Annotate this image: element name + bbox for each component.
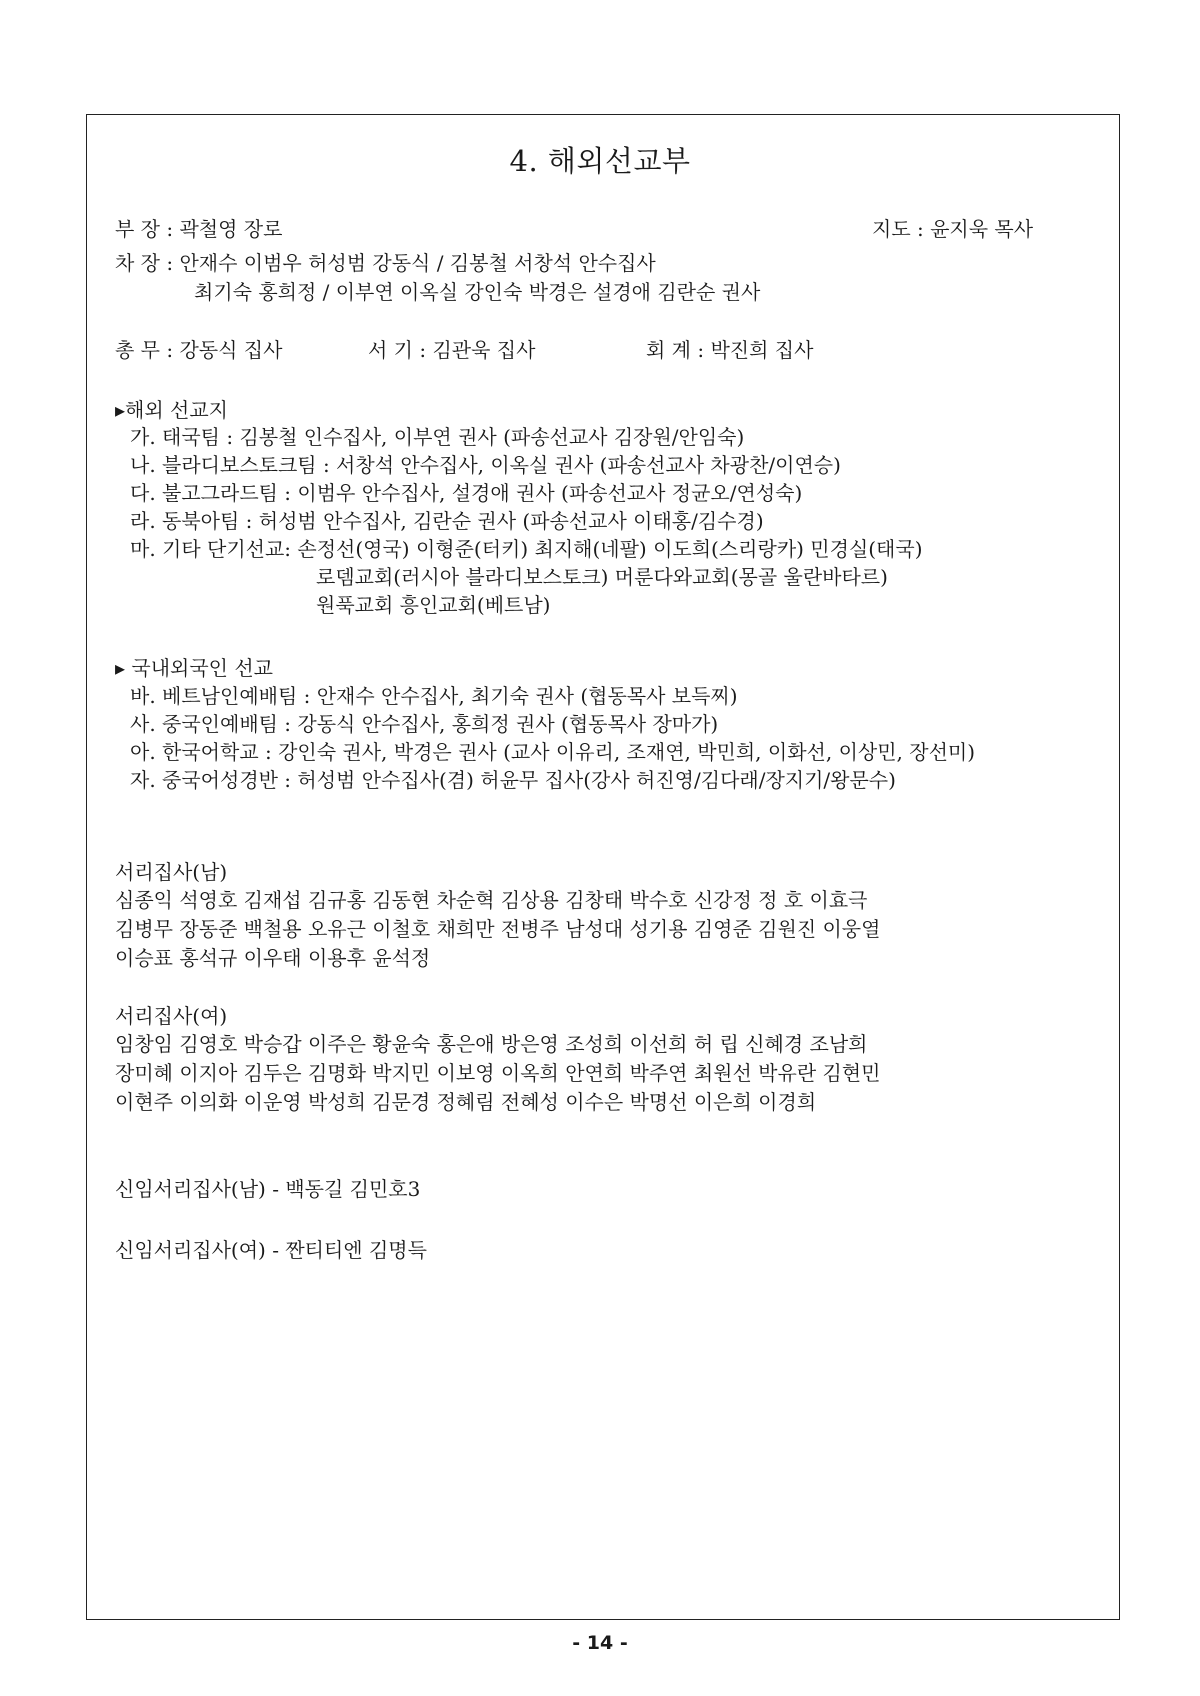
male-deacons-names: 김병무 장동준 백철용 오유근 이철호 채희만 전병주 남성대 성기용 김영준 김원진 이웅열 bbox=[115, 917, 881, 941]
female-deacons-heading: 서리집사(여) bbox=[115, 1004, 228, 1028]
new-female-deacons: 신임서리집사(여) - 짠티티엔 김명득 bbox=[115, 1238, 427, 1262]
new-male-deacons: 신임서리집사(남) - 백동길 김민호3 bbox=[115, 1177, 421, 1201]
page-title: 4. 해외선교부 bbox=[509, 144, 691, 178]
male-deacons-names: 이승표 홍석규 이우태 이용후 윤석정 bbox=[115, 946, 431, 970]
vice-director-line-2: 최기숙 홍희정 / 이부연 이옥실 강인숙 박경은 설경애 김란순 권사 bbox=[194, 280, 761, 304]
overseas-item: 다. 불고그라드팀 : 이범우 안수집사, 설경애 권사 (파송선교사 정균오/연성숙) bbox=[130, 481, 803, 505]
female-deacons-names: 이현주 이의화 이운영 박성희 김문경 정혜림 전혜성 이수은 박명선 이은희 이경희 bbox=[115, 1090, 817, 1114]
overseas-item: 마. 기타 단기선교: 손정선(영국) 이형준(터키) 최지해(네팔) 이도희(스리랑카) 민경실(태국) bbox=[130, 537, 923, 561]
overseas-item: 가. 태국팀 : 김봉철 인수집사, 이부연 권사 (파송선교사 김장원/안임숙) bbox=[130, 425, 745, 449]
domestic-item: 자. 중국어성경반 : 허성범 안수집사(겸) 허윤무 집사(강사 허진영/김다래/장지기/왕문수) bbox=[130, 768, 896, 792]
secretary-line: 서 기 : 김관욱 집사 bbox=[368, 338, 536, 362]
director-line: 부 장 : 곽철영 장로 bbox=[115, 217, 283, 241]
overseas-continuation: 원푹교회 흥인교회(베트남) bbox=[316, 593, 551, 617]
female-deacons-names: 장미혜 이지아 김두은 김명화 박지민 이보영 이옥희 안연희 박주연 최원선 박유란 김현민 bbox=[115, 1061, 881, 1085]
overseas-item: 라. 동북아팀 : 허성범 안수집사, 김란순 권사 (파송선교사 이태홍/김수경) bbox=[130, 509, 764, 533]
domestic-item: 사. 중국인예배팀 : 강동식 안수집사, 홍희정 권사 (협동목사 장마가) bbox=[130, 712, 719, 736]
overseas-continuation: 로뎀교회(러시아 블라디보스토크) 머룬다와교회(몽골 울란바타르) bbox=[316, 565, 888, 589]
advisor-line: 지도 : 윤지욱 목사 bbox=[872, 217, 1034, 241]
overseas-item: 나. 블라디보스토크팀 : 서창석 안수집사, 이옥실 권사 (파송선교사 차광찬/이연승) bbox=[130, 453, 841, 477]
overseas-heading: ▸해외 선교지 bbox=[115, 398, 228, 422]
male-deacons-names: 심종익 석영호 김재섭 김규홍 김동현 차순혁 김상용 김창태 박수호 신강정 정 호 이효극 bbox=[115, 888, 868, 912]
treasurer-line: 회 계 : 박진희 집사 bbox=[646, 338, 814, 362]
male-deacons-heading: 서리집사(남) bbox=[115, 860, 228, 884]
domestic-item: 아. 한국어학교 : 강인숙 권사, 박경은 권사 (교사 이유리, 조재연, 박민희, 이화선, 이상민, 장선미) bbox=[130, 740, 976, 764]
domestic-item: 바. 베트남인예배팀 : 안재수 안수집사, 최기숙 권사 (협동목사 보득찌) bbox=[130, 684, 738, 708]
female-deacons-names: 임창임 김영호 박승갑 이주은 황윤숙 홍은애 방은영 조성희 이선희 허 립 신혜경 조남희 bbox=[115, 1032, 868, 1056]
page-number: - 14 - bbox=[572, 1632, 628, 1654]
general-affairs-line: 총 무 : 강동식 집사 bbox=[115, 338, 283, 362]
domestic-heading: ▸ 국내외국인 선교 bbox=[115, 656, 273, 680]
vice-director-line-1: 차 장 : 안재수 이범우 허성범 강동식 / 김봉철 서창석 안수집사 bbox=[115, 251, 656, 275]
